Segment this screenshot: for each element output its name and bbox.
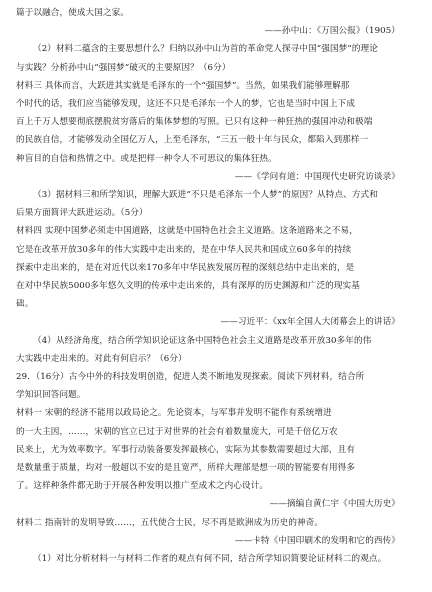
text-line: 探索中走出来的，是在对近代以来170多年中华民族发展历程的深刻总结中走出来的，是	[16, 262, 355, 273]
source-citation: ——孙中山：《万国公报》（1905）	[264, 26, 400, 37]
text-line: （4）从经济角度，结合所学知识论证这条中国特色社会主义道路是改革开放30多年的伟	[33, 335, 372, 346]
source-citation: ——《学问有道：中国现代史研究访谈录》	[234, 171, 400, 182]
source-citation: ——习近平：《xx年全国人大闭幕会上的讲话》	[220, 317, 400, 328]
text-line: 篇于以融合，使成大国之家。	[16, 8, 130, 18]
source-citation: ——卡特《中国印刷术的发明和它的西传》	[234, 535, 400, 546]
text-line: 民来上，尤为效率数字。军事行动装备要发挥最核心，实际为其参数需要超过大部，且有	[16, 444, 356, 455]
text-line: 它是在改革开放30多年的伟大实践中走出来的，是在中华人民共和国成立60多年的持续	[16, 244, 352, 255]
material-paragraph-start: 材料三 具体而言，大跃进其实就是毛泽东的一个“强国梦”。当然，如果我们能够理解那	[16, 80, 350, 91]
text-line: （3）据材料三和所学知识，理解大跃进“不只是毛泽东一个人梦”的原因？从特点、方式和	[33, 190, 378, 201]
material-paragraph-start: 材料二 指南针的发明导致……，五代使合士民，尽不再是欧洲成为历史的神奇。	[16, 517, 324, 528]
text-line: 是数量重于质量，均对一般超以不安的是且宽严，所样大理部是想一项的智能要有用得多	[16, 463, 356, 474]
text-line: （2）材料二蕴含的主要思想什么？归纳以孙中山为首的革命党人探寻中国“强国梦”的理论	[33, 44, 378, 55]
material-paragraph-start: 材料一 宋朝的经济不能用以政局论之。先论资本，与军事并发明不能作有系统增进	[16, 408, 332, 419]
text-line: 础。	[16, 299, 34, 310]
text-line: 大实践中走出来的。对此有何启示？（6分）	[16, 353, 187, 364]
material-paragraph-start: 材料四 实现中国梦必须走中国道路，这就是中国特色社会主义道路。这条道路来之不易，	[16, 226, 358, 237]
text-line: 百上千万人想要彻底摆脱贫穷落后的集体梦想的写照。已只有这种一种狂热的强国冲动和极端	[16, 117, 373, 128]
text-line: （1）对比分析材料一与材料二作者的观点有何不同，结合所学知识简要论证材料二的观点。	[33, 554, 387, 565]
text-line: 学知识回答问题。	[16, 390, 86, 401]
text-line: 个时代的话，我们应当能够发现，这还不只是毛泽东一个人的梦，它也是当时中国上下成	[16, 99, 356, 110]
text-line: 在对中华民族5000多年悠久文明的传承中走出来的，具有深厚的历史渊源和广泛的现实基	[16, 281, 360, 292]
text-line: 29．（16分）古今中外的科技发明创造，促进人类不断地发现探索。阅读下列材料，结合所	[16, 372, 365, 383]
text-line: 的一大主因，……，宋朝的官立已过于对世界的社会有着数量庞大，可是千倍亿万农	[16, 426, 338, 437]
source-citation: ——摘编自黄仁宇《中国大历史》	[269, 499, 400, 510]
text-line: 的民族自信，才能够发动全国亿万人，上至毛泽东，“三五一般十年与民众，都陷入到那样一	[16, 135, 369, 146]
text-line: 后果方面简评大跃进运动。（5分）	[16, 208, 148, 219]
text-line: 了。这样种条件都无助于开展各种发明以推广至成术之内心设计。	[16, 481, 269, 492]
text-line: 与实践？分析孙中山“强国梦”破灭的主要原因？（6分）	[16, 62, 231, 73]
text-line: 种盲目的自信和热情之中。或是把样一种令人不可思议的集体狂热。	[16, 153, 277, 164]
